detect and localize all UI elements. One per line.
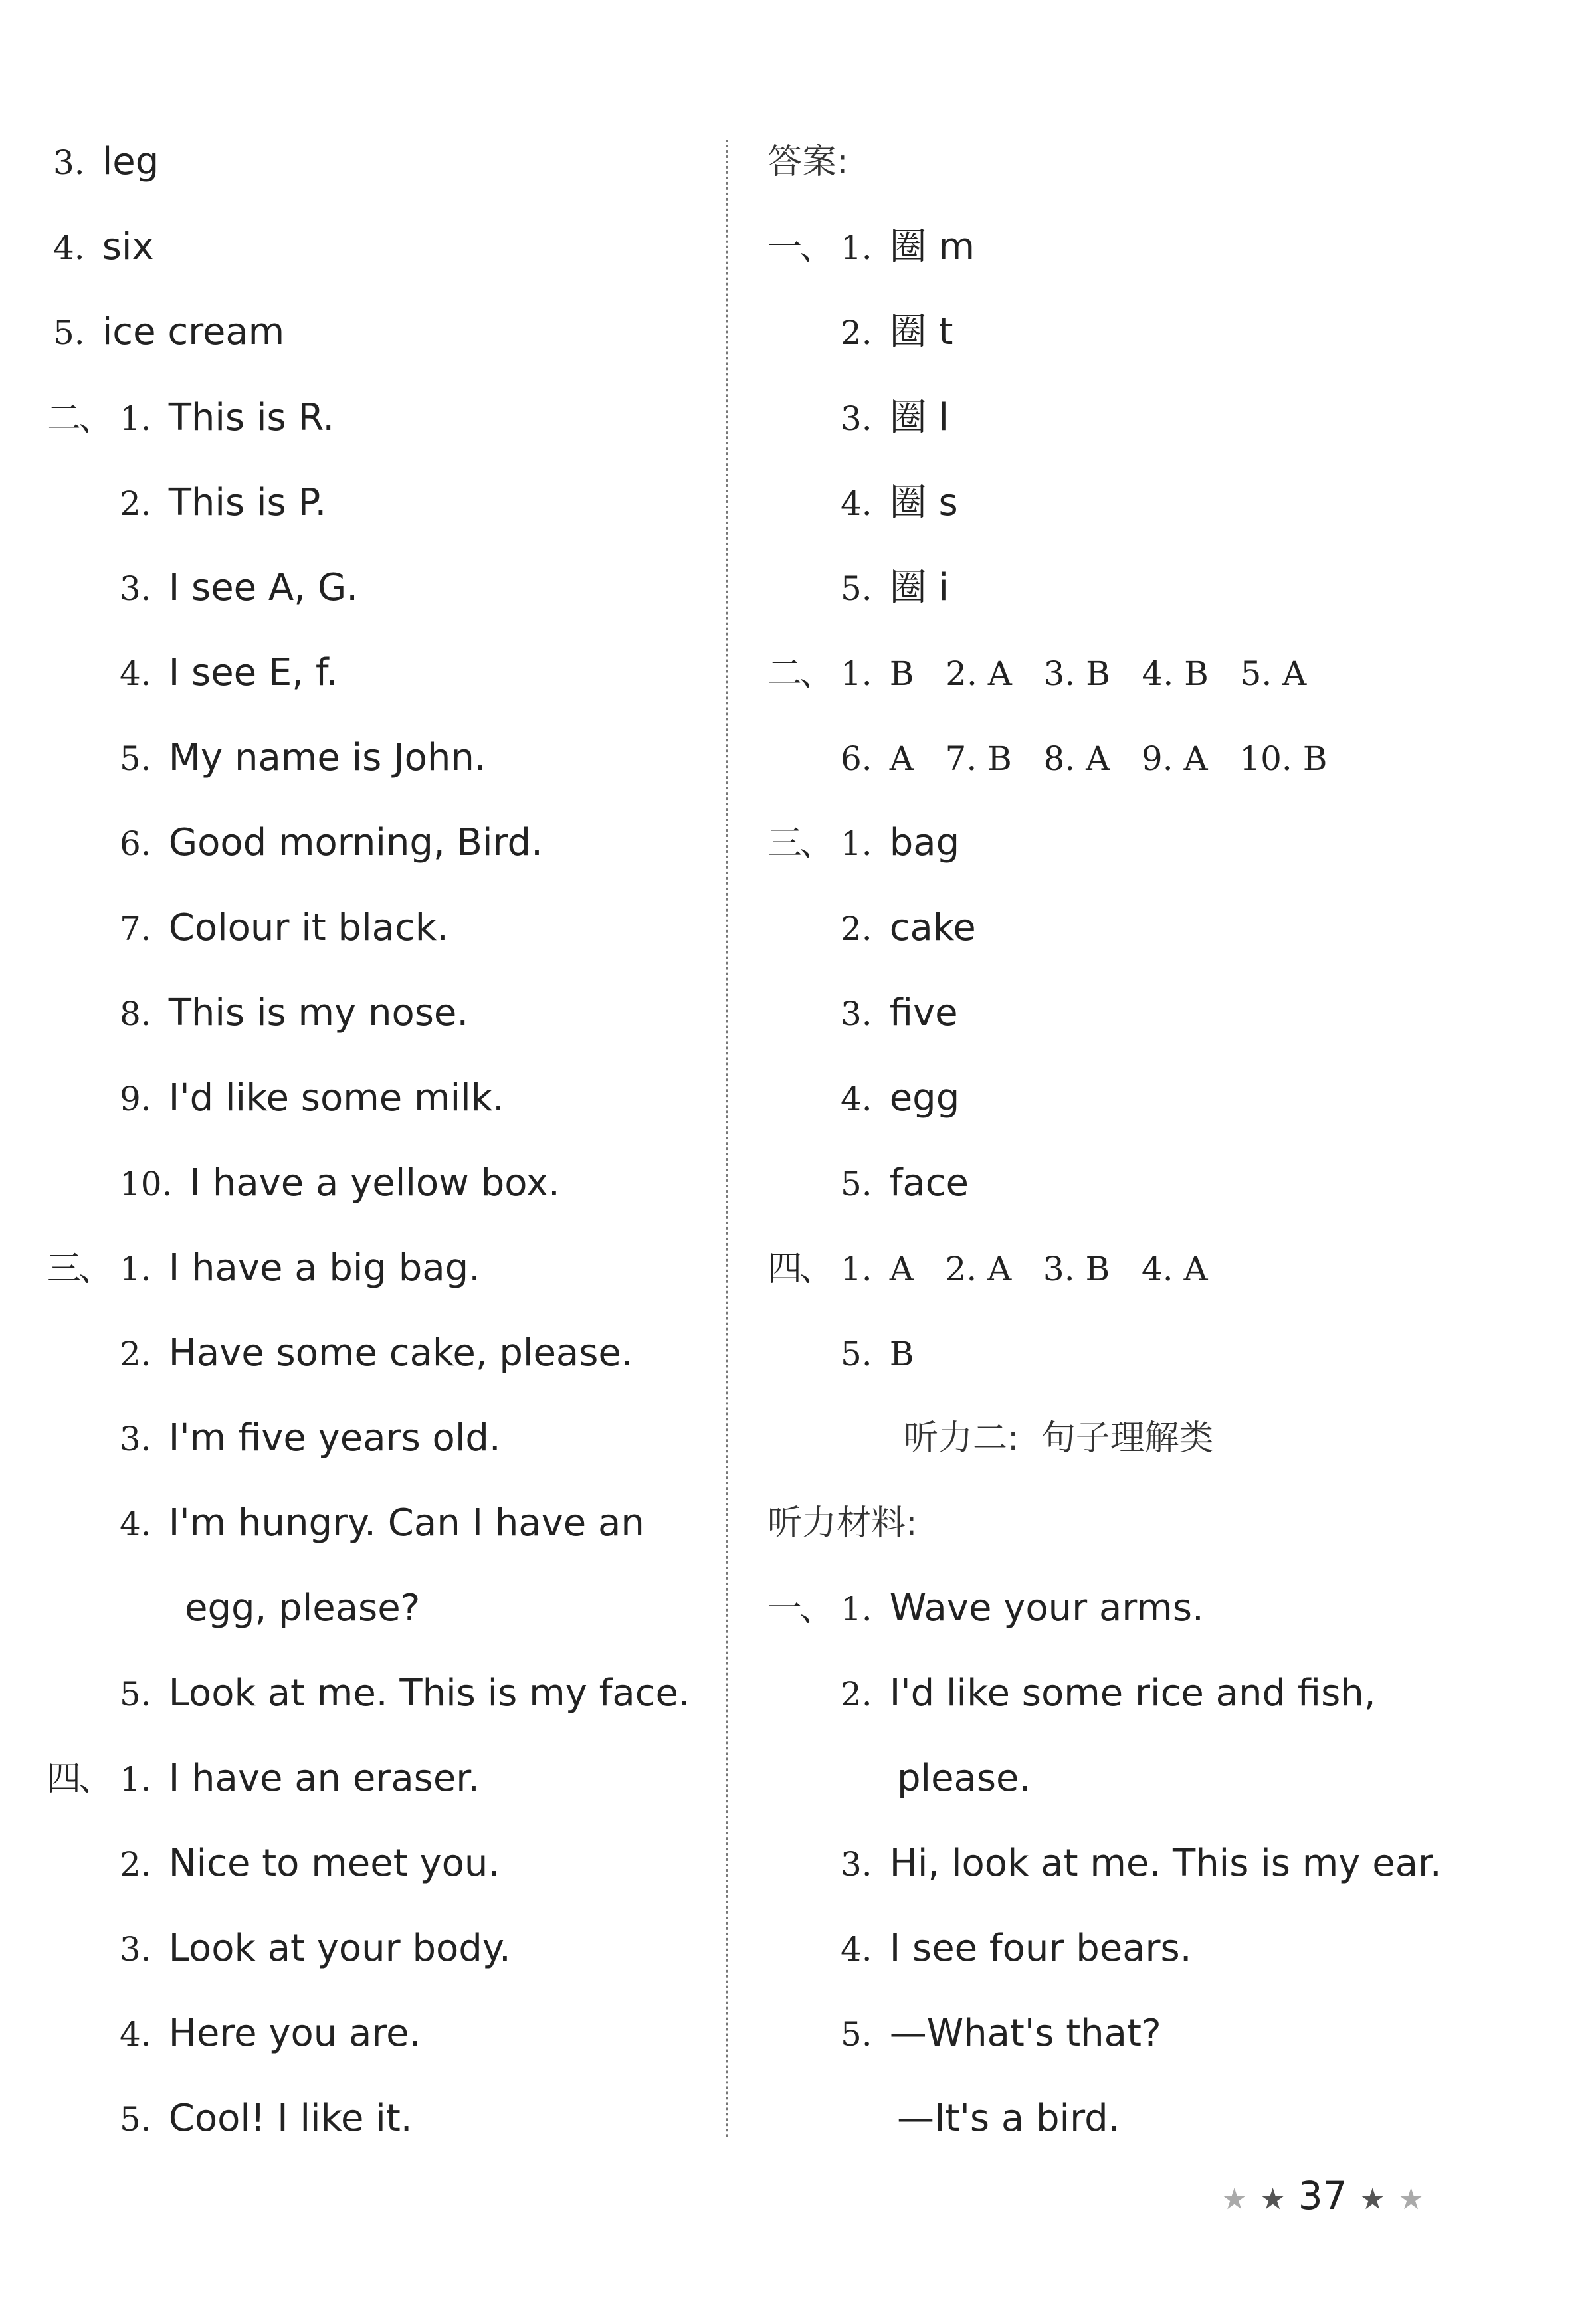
answer-line: 四、 1. I have an eraser. [47, 1736, 480, 1821]
star-icon: ★ [1221, 2182, 1248, 2216]
answer-line: 2. This is P. [120, 481, 327, 524]
section-label: 三、 [47, 1249, 111, 1289]
answer-line: 10. I have a yellow box. [120, 1161, 560, 1205]
answer-line: 5. Cool! I like it. [120, 2097, 413, 2140]
section-label: 二、 [767, 654, 832, 694]
answer-line-continued: —It's a bird. [897, 2097, 1120, 2140]
answer-line: 5. 圈 i [841, 566, 949, 609]
answer-line: 5. —What's that? [841, 2012, 1161, 2055]
answer-line: 6. A 7. B 8. A 9. A 10. B [841, 739, 1328, 778]
answer-line: 一、 1. Wave your arms. [767, 1566, 1204, 1651]
answer-line: 3. Hi, look at me. This is my ear. [841, 1842, 1442, 1885]
answer-line: 9. I'd like some milk. [120, 1076, 504, 1119]
answer-line: 四、 1. A 2. A 3. B 4. A [767, 1226, 1208, 1311]
answer-line: 一、 1. 圈 m [767, 205, 975, 290]
section-label: 四、 [767, 1249, 832, 1289]
answer-line: 4. six [53, 225, 154, 268]
section-label: 一、 [767, 1589, 832, 1629]
answer-line: 2. Have some cake, please. [120, 1331, 633, 1375]
section-label: 二、 [47, 399, 111, 438]
star-icon: ★ [1259, 2182, 1286, 2216]
answer-line: 5. Look at me. This is my face. [120, 1672, 690, 1715]
answer-line-continued: egg, please? [185, 1587, 421, 1630]
answer-line: 4. I'm hungry. Can I have an [120, 1501, 645, 1545]
answer-line: 2. cake [841, 906, 976, 949]
section-label: 一、 [767, 228, 832, 268]
answer-line: 二、 1. This is R. [47, 375, 334, 460]
answer-line: 5. My name is John. [120, 736, 486, 779]
answer-line: 4. egg [841, 1076, 960, 1119]
section-label: 三、 [767, 824, 832, 864]
answer-line: 7. Colour it black. [120, 906, 448, 949]
column-divider [726, 140, 728, 2139]
answer-line: 5. face [841, 1161, 969, 1205]
answer-line: 4. I see E, f. [120, 651, 338, 694]
answer-line: 5. B [841, 1335, 914, 1373]
star-icon: ★ [1359, 2182, 1386, 2216]
answer-line: 2. I'd like some rice and fish, [841, 1672, 1376, 1715]
answer-line: 三、 1. I have a big bag. [47, 1226, 480, 1311]
answers-heading: 答案: [767, 142, 848, 182]
answer-line: 3. leg [53, 140, 159, 183]
answer-line: 3. five [841, 991, 958, 1034]
listening-material-heading: 听力材料: [767, 1503, 918, 1543]
answer-line: 4. Here you are. [120, 2012, 421, 2055]
answer-line: 4. I see four bears. [841, 1927, 1192, 1970]
answer-line: 3. I see A, G. [120, 566, 359, 609]
answer-line: 6. Good morning, Bird. [120, 821, 543, 864]
section-label: 四、 [47, 1759, 111, 1799]
answer-line: 三、 1. bag [767, 801, 959, 886]
section-heading: 听力二: 句子理解类 [904, 1418, 1214, 1458]
answer-line: 二、 1. B 2. A 3. B 4. B 5. A [767, 630, 1306, 716]
page-number: 37 [1298, 2173, 1347, 2218]
answer-line: 4. 圈 s [841, 481, 958, 524]
answer-line-continued: please. [897, 1757, 1031, 1800]
answer-line: 8. This is my nose. [120, 991, 469, 1034]
page-footer [1221, 2159, 1424, 2232]
answer-line: 3. I'm five years old. [120, 1416, 501, 1460]
answer-line: 3. 圈 l [841, 396, 949, 439]
answer-line: 2. Nice to meet you. [120, 1842, 500, 1885]
answer-line: 2. 圈 t [841, 310, 953, 353]
answer-line: 5. ice cream [53, 310, 285, 353]
answer-line: 3. Look at your body. [120, 1927, 511, 1970]
star-icon: ★ [1397, 2182, 1425, 2216]
